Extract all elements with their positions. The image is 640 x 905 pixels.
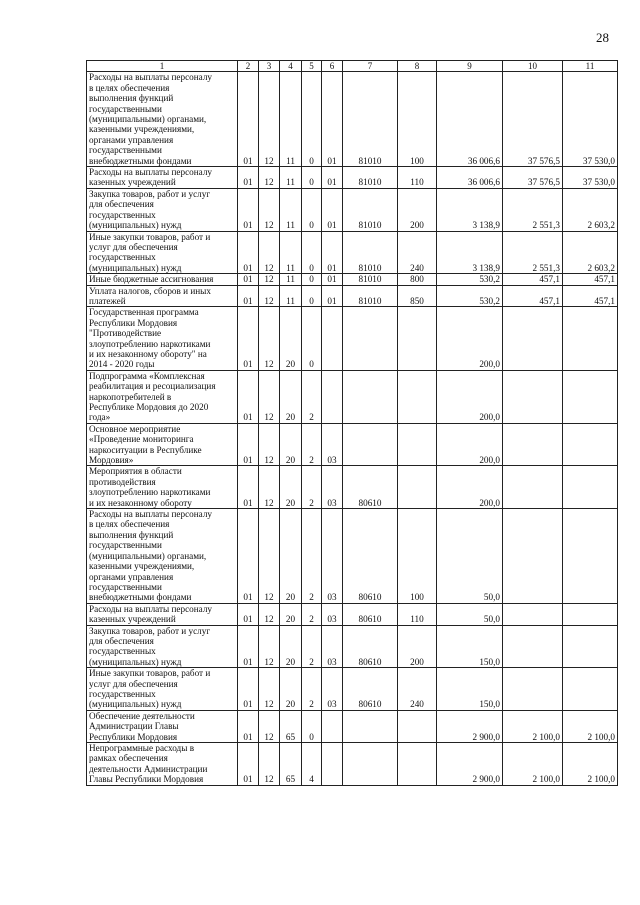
code-subprogram-cell: 2 bbox=[302, 370, 322, 423]
expense-name-cell bbox=[87, 231, 238, 274]
code-direction-cell bbox=[343, 743, 398, 786]
code-subprogram-cell: 2 bbox=[302, 668, 322, 711]
expense-name-cell bbox=[87, 743, 238, 786]
table-row bbox=[87, 285, 618, 307]
table-row bbox=[87, 370, 618, 423]
column-header: 1 bbox=[87, 61, 238, 72]
expense-name-line: противодействия bbox=[89, 476, 156, 487]
expense-name-cell bbox=[87, 423, 238, 466]
amount-year-2-cell bbox=[503, 370, 563, 423]
amount-year-3-cell: 37 530,0 bbox=[563, 72, 618, 167]
code-direction-cell: 80610 bbox=[343, 625, 398, 668]
expense-name-line: деятельности Администрации bbox=[89, 763, 208, 774]
code-measure-cell: 03 bbox=[322, 668, 343, 711]
code-expense-type-cell: 100 bbox=[398, 72, 437, 167]
table-row bbox=[87, 188, 618, 231]
code-measure-cell: 01 bbox=[322, 188, 343, 231]
expense-name-cell bbox=[87, 625, 238, 668]
code-measure-cell bbox=[322, 743, 343, 786]
expense-name-cell bbox=[87, 668, 238, 711]
code-program-cell: 20 bbox=[280, 509, 302, 604]
amount-year-1-cell: 200,0 bbox=[437, 466, 503, 509]
expense-name-line: рамках обеспечения bbox=[89, 753, 168, 764]
amount-year-3-cell bbox=[563, 307, 618, 370]
expense-name-line: Мордовия» bbox=[89, 455, 134, 466]
amount-year-3-cell bbox=[563, 509, 618, 604]
expense-name-line: органами управления bbox=[89, 134, 174, 145]
code-direction-cell: 81010 bbox=[343, 72, 398, 167]
code-subsection-cell: 12 bbox=[259, 466, 280, 509]
code-subsection-cell: 12 bbox=[259, 72, 280, 167]
code-expense-type-cell bbox=[398, 710, 437, 742]
code-section-cell: 01 bbox=[238, 231, 259, 274]
code-direction-cell bbox=[343, 710, 398, 742]
expense-name-line: государственными bbox=[89, 103, 162, 114]
expense-name-line: Мероприятия в области bbox=[89, 466, 182, 477]
code-subsection-cell: 12 bbox=[259, 307, 280, 370]
amount-year-2-cell: 2 100,0 bbox=[503, 743, 563, 786]
expense-name-line: государственных bbox=[89, 688, 156, 699]
code-measure-cell: 01 bbox=[322, 72, 343, 167]
table-row bbox=[87, 167, 618, 189]
code-direction-cell bbox=[343, 370, 398, 423]
amount-year-1-cell: 200,0 bbox=[437, 423, 503, 466]
amount-year-2-cell bbox=[503, 625, 563, 668]
amount-year-1-cell: 200,0 bbox=[437, 307, 503, 370]
amount-year-1-cell: 2 900,0 bbox=[437, 710, 503, 742]
column-header: 7 bbox=[343, 61, 398, 72]
table-row bbox=[87, 743, 618, 786]
expense-name-line: (муниципальных) нужд bbox=[89, 262, 182, 273]
expense-name-line: Республики Мордовия bbox=[89, 317, 178, 328]
expense-name-line: Непрограммные расходы в bbox=[89, 743, 195, 753]
code-subprogram-cell: 2 bbox=[302, 509, 322, 604]
expense-name-line: Иные закупки товаров, работ и bbox=[89, 668, 211, 679]
expense-name-line: Республики Мордовия bbox=[89, 731, 178, 742]
amount-year-2-cell: 457,1 bbox=[503, 274, 563, 285]
expense-name-cell bbox=[87, 370, 238, 423]
code-direction-cell: 81010 bbox=[343, 231, 398, 274]
expense-name-line: Главы Республики Мордовия bbox=[89, 774, 204, 785]
code-section-cell: 01 bbox=[238, 509, 259, 604]
code-program-cell: 20 bbox=[280, 466, 302, 509]
code-subprogram-cell: 0 bbox=[302, 231, 322, 274]
code-measure-cell: 01 bbox=[322, 285, 343, 307]
column-header: 10 bbox=[503, 61, 563, 72]
expense-name-line: услуг для обеспечения bbox=[89, 241, 178, 252]
expense-name-line: выполнения функций bbox=[89, 93, 174, 104]
amount-year-1-cell: 50,0 bbox=[437, 603, 503, 625]
code-direction-cell bbox=[343, 423, 398, 466]
code-expense-type-cell: 240 bbox=[398, 668, 437, 711]
column-header: 4 bbox=[280, 61, 302, 72]
table-row bbox=[87, 423, 618, 466]
expense-name-cell bbox=[87, 274, 238, 285]
code-section-cell: 01 bbox=[238, 625, 259, 668]
code-subsection-cell: 12 bbox=[259, 509, 280, 604]
table-row bbox=[87, 307, 618, 370]
expense-name-line: в целях обеспечения bbox=[89, 82, 170, 93]
code-subsection-cell: 12 bbox=[259, 743, 280, 786]
code-expense-type-cell bbox=[398, 307, 437, 370]
expense-name-line: Иные бюджетные ассигнования bbox=[89, 274, 214, 285]
code-section-cell: 01 bbox=[238, 668, 259, 711]
expense-name-line: «Проведение мониторинга bbox=[89, 434, 194, 445]
expense-name-line: Расходы на выплаты персоналу bbox=[89, 72, 213, 83]
expense-name-line: Администрации Главы bbox=[89, 721, 179, 732]
code-measure-cell: 03 bbox=[322, 509, 343, 604]
code-program-cell: 65 bbox=[280, 710, 302, 742]
amount-year-1-cell: 150,0 bbox=[437, 625, 503, 668]
amount-year-2-cell bbox=[503, 307, 563, 370]
expense-name-line: 2014 - 2020 годы bbox=[89, 359, 155, 370]
expense-name-line: Уплата налогов, сборов и иных bbox=[89, 285, 211, 296]
expense-name-line: наркоситуации в Республике bbox=[89, 444, 202, 455]
code-section-cell: 01 bbox=[238, 72, 259, 167]
code-subsection-cell: 12 bbox=[259, 668, 280, 711]
code-direction-cell: 81010 bbox=[343, 188, 398, 231]
expense-name-line: государственных bbox=[89, 646, 156, 657]
column-header: 11 bbox=[563, 61, 618, 72]
table-row bbox=[87, 509, 618, 604]
code-expense-type-cell bbox=[398, 466, 437, 509]
expense-name-line: (муниципальными) органами, bbox=[89, 550, 207, 561]
expense-name-line: (муниципальными) органами, bbox=[89, 114, 207, 125]
amount-year-3-cell: 2 100,0 bbox=[563, 710, 618, 742]
amount-year-3-cell: 457,1 bbox=[563, 285, 618, 307]
code-program-cell: 20 bbox=[280, 603, 302, 625]
column-header: 9 bbox=[437, 61, 503, 72]
expense-name-line: казенными учреждениями, bbox=[89, 124, 195, 135]
expense-name-line: казенными учреждениями, bbox=[89, 561, 195, 572]
amount-year-2-cell: 2 551,3 bbox=[503, 188, 563, 231]
code-subprogram-cell: 0 bbox=[302, 307, 322, 370]
amount-year-3-cell: 2 603,2 bbox=[563, 231, 618, 274]
amount-year-2-cell: 37 576,5 bbox=[503, 167, 563, 189]
code-subsection-cell: 12 bbox=[259, 423, 280, 466]
amount-year-1-cell: 3 138,9 bbox=[437, 188, 503, 231]
expense-name-line: Закупка товаров, работ и услуг bbox=[89, 188, 211, 199]
code-subprogram-cell: 2 bbox=[302, 466, 322, 509]
expense-name-cell bbox=[87, 285, 238, 307]
code-program-cell: 20 bbox=[280, 307, 302, 370]
code-subprogram-cell: 4 bbox=[302, 743, 322, 786]
code-section-cell: 01 bbox=[238, 370, 259, 423]
expense-name-line: казенных учреждений bbox=[89, 614, 176, 625]
table-row bbox=[87, 231, 618, 274]
code-subprogram-cell: 0 bbox=[302, 167, 322, 189]
code-section-cell: 01 bbox=[238, 423, 259, 466]
code-expense-type-cell: 200 bbox=[398, 188, 437, 231]
code-program-cell: 20 bbox=[280, 370, 302, 423]
expense-name-line: органами управления bbox=[89, 571, 174, 582]
code-subprogram-cell: 0 bbox=[302, 274, 322, 285]
amount-year-1-cell: 530,2 bbox=[437, 285, 503, 307]
budget-table bbox=[86, 60, 618, 786]
column-header: 3 bbox=[259, 61, 280, 72]
amount-year-1-cell: 36 006,6 bbox=[437, 72, 503, 167]
amount-year-1-cell: 530,2 bbox=[437, 274, 503, 285]
code-expense-type-cell: 850 bbox=[398, 285, 437, 307]
amount-year-1-cell: 150,0 bbox=[437, 668, 503, 711]
table-row bbox=[87, 274, 618, 285]
amount-year-2-cell: 2 551,3 bbox=[503, 231, 563, 274]
expense-name-line: Государственная программа bbox=[89, 307, 199, 318]
code-section-cell: 01 bbox=[238, 466, 259, 509]
expense-name-cell bbox=[87, 509, 238, 604]
expense-name-line: в целях обеспечения bbox=[89, 519, 170, 530]
code-subsection-cell: 12 bbox=[259, 710, 280, 742]
code-expense-type-cell: 240 bbox=[398, 231, 437, 274]
expense-name-line: Иные закупки товаров, работ и bbox=[89, 231, 211, 242]
amount-year-3-cell bbox=[563, 668, 618, 711]
expense-name-line: (муниципальных) нужд bbox=[89, 656, 182, 667]
amount-year-2-cell bbox=[503, 509, 563, 604]
code-subsection-cell: 12 bbox=[259, 625, 280, 668]
code-subprogram-cell: 0 bbox=[302, 285, 322, 307]
expense-name-line: и их незаконному обороту bbox=[89, 497, 192, 508]
code-section-cell: 01 bbox=[238, 285, 259, 307]
code-expense-type-cell bbox=[398, 423, 437, 466]
code-direction-cell: 80610 bbox=[343, 603, 398, 625]
amount-year-3-cell bbox=[563, 466, 618, 509]
amount-year-2-cell bbox=[503, 603, 563, 625]
expense-name-line: внебюджетными фондами bbox=[89, 592, 192, 603]
code-expense-type-cell: 800 bbox=[398, 274, 437, 285]
code-section-cell: 01 bbox=[238, 188, 259, 231]
code-program-cell: 20 bbox=[280, 625, 302, 668]
code-subprogram-cell: 2 bbox=[302, 603, 322, 625]
table-row bbox=[87, 710, 618, 742]
amount-year-2-cell bbox=[503, 668, 563, 711]
expense-name-line: Основное мероприятие bbox=[89, 423, 181, 434]
expense-name-cell bbox=[87, 466, 238, 509]
code-direction-cell: 81010 bbox=[343, 285, 398, 307]
expense-name-line: Республике Мордовия до 2020 bbox=[89, 402, 209, 412]
code-program-cell: 11 bbox=[280, 285, 302, 307]
code-expense-type-cell: 200 bbox=[398, 625, 437, 668]
table-row bbox=[87, 72, 618, 167]
code-expense-type-cell: 100 bbox=[398, 509, 437, 604]
code-measure-cell: 01 bbox=[322, 231, 343, 274]
code-subsection-cell: 12 bbox=[259, 370, 280, 423]
expense-name-cell bbox=[87, 188, 238, 231]
expense-name-line: Подпрограмма «Комплексная bbox=[89, 370, 205, 381]
code-subprogram-cell: 0 bbox=[302, 72, 322, 167]
amount-year-2-cell: 37 576,5 bbox=[503, 72, 563, 167]
code-expense-type-cell bbox=[398, 370, 437, 423]
table-row bbox=[87, 668, 618, 711]
code-measure-cell bbox=[322, 370, 343, 423]
code-measure-cell bbox=[322, 710, 343, 742]
amount-year-2-cell: 457,1 bbox=[503, 285, 563, 307]
column-header: 2 bbox=[238, 61, 259, 72]
code-section-cell: 01 bbox=[238, 710, 259, 742]
amount-year-1-cell: 2 900,0 bbox=[437, 743, 503, 786]
code-direction-cell: 81010 bbox=[343, 274, 398, 285]
expense-name-line: Расходы на выплаты персоналу bbox=[89, 603, 213, 614]
code-program-cell: 11 bbox=[280, 274, 302, 285]
code-direction-cell: 80610 bbox=[343, 509, 398, 604]
code-direction-cell bbox=[343, 307, 398, 370]
code-subsection-cell: 12 bbox=[259, 188, 280, 231]
expense-name-line: государственными bbox=[89, 145, 162, 156]
expense-name-line: (муниципальных) нужд bbox=[89, 699, 182, 710]
expense-name-line: государственными bbox=[89, 581, 162, 592]
code-subsection-cell: 12 bbox=[259, 603, 280, 625]
expense-name-line: злоупотреблению наркотиками bbox=[89, 487, 211, 498]
expense-name-line: "Противодействие bbox=[89, 328, 162, 339]
amount-year-1-cell: 50,0 bbox=[437, 509, 503, 604]
code-program-cell: 11 bbox=[280, 231, 302, 274]
code-expense-type-cell bbox=[398, 743, 437, 786]
expense-name-cell bbox=[87, 603, 238, 625]
table-body bbox=[87, 72, 618, 785]
code-program-cell: 11 bbox=[280, 72, 302, 167]
amount-year-3-cell: 37 530,0 bbox=[563, 167, 618, 189]
expense-name-line: Обеспечение деятельности bbox=[89, 710, 195, 721]
amount-year-3-cell: 2 603,2 bbox=[563, 188, 618, 231]
code-measure-cell: 03 bbox=[322, 466, 343, 509]
code-measure-cell bbox=[322, 307, 343, 370]
expense-name-line: внебюджетными фондами bbox=[89, 155, 192, 166]
expense-name-line: года» bbox=[89, 412, 111, 423]
header-row bbox=[87, 61, 618, 72]
expense-name-cell bbox=[87, 72, 238, 167]
amount-year-3-cell bbox=[563, 625, 618, 668]
amount-year-1-cell: 36 006,6 bbox=[437, 167, 503, 189]
column-header: 6 bbox=[322, 61, 343, 72]
table-row bbox=[87, 625, 618, 668]
code-program-cell: 20 bbox=[280, 423, 302, 466]
amount-year-3-cell: 2 100,0 bbox=[563, 743, 618, 786]
code-subsection-cell: 12 bbox=[259, 167, 280, 189]
table-row bbox=[87, 603, 618, 625]
expense-name-line: Закупка товаров, работ и услуг bbox=[89, 625, 211, 636]
amount-year-2-cell bbox=[503, 466, 563, 509]
code-subprogram-cell: 2 bbox=[302, 625, 322, 668]
amount-year-3-cell: 457,1 bbox=[563, 274, 618, 285]
code-program-cell: 11 bbox=[280, 188, 302, 231]
expense-name-line: выполнения функций bbox=[89, 529, 174, 540]
code-section-cell: 01 bbox=[238, 167, 259, 189]
expense-name-line: для обеспечения bbox=[89, 199, 154, 210]
expense-name-line: Расходы на выплаты персоналу bbox=[89, 509, 213, 520]
expense-name-line: наркопотребителей в bbox=[89, 391, 172, 402]
code-direction-cell: 81010 bbox=[343, 167, 398, 189]
code-program-cell: 20 bbox=[280, 668, 302, 711]
page-number: 28 bbox=[596, 30, 609, 45]
table-row bbox=[87, 466, 618, 509]
expense-name-line: услуг для обеспечения bbox=[89, 678, 178, 689]
code-program-cell: 65 bbox=[280, 743, 302, 786]
code-subprogram-cell: 0 bbox=[302, 710, 322, 742]
code-measure-cell: 01 bbox=[322, 167, 343, 189]
amount-year-1-cell: 200,0 bbox=[437, 370, 503, 423]
expense-name-line: казенных учреждений bbox=[89, 177, 176, 188]
code-measure-cell: 03 bbox=[322, 625, 343, 668]
amount-year-3-cell bbox=[563, 603, 618, 625]
code-measure-cell: 03 bbox=[322, 603, 343, 625]
expense-name-cell bbox=[87, 307, 238, 370]
column-header: 8 bbox=[398, 61, 437, 72]
code-subsection-cell: 12 bbox=[259, 231, 280, 274]
expense-name-line: реабилитация и ресоциализация bbox=[89, 381, 216, 392]
expense-name-line: государственных bbox=[89, 209, 156, 220]
code-subsection-cell: 12 bbox=[259, 285, 280, 307]
code-direction-cell: 80610 bbox=[343, 466, 398, 509]
expense-name-line: и их незаконному обороту" на bbox=[89, 348, 207, 359]
code-measure-cell: 01 bbox=[322, 274, 343, 285]
code-subprogram-cell: 2 bbox=[302, 423, 322, 466]
amount-year-2-cell bbox=[503, 423, 563, 466]
expense-name-line: Расходы на выплаты персоналу bbox=[89, 167, 213, 178]
code-section-cell: 01 bbox=[238, 603, 259, 625]
code-subprogram-cell: 0 bbox=[302, 188, 322, 231]
amount-year-3-cell bbox=[563, 370, 618, 423]
code-direction-cell: 80610 bbox=[343, 668, 398, 711]
expense-name-line: (муниципальных) нужд bbox=[89, 220, 182, 231]
expense-name-line: злоупотреблению наркотиками bbox=[89, 338, 211, 349]
amount-year-3-cell bbox=[563, 423, 618, 466]
expense-name-line: государственных bbox=[89, 252, 156, 263]
code-program-cell: 11 bbox=[280, 167, 302, 189]
column-header: 5 bbox=[302, 61, 322, 72]
code-expense-type-cell: 110 bbox=[398, 167, 437, 189]
code-section-cell: 01 bbox=[238, 743, 259, 786]
amount-year-1-cell: 3 138,9 bbox=[437, 231, 503, 274]
code-section-cell: 01 bbox=[238, 274, 259, 285]
amount-year-2-cell: 2 100,0 bbox=[503, 710, 563, 742]
expense-name-line: для обеспечения bbox=[89, 635, 154, 646]
expense-name-cell bbox=[87, 710, 238, 742]
code-section-cell: 01 bbox=[238, 307, 259, 370]
code-measure-cell: 03 bbox=[322, 423, 343, 466]
expense-name-line: платежей bbox=[89, 295, 126, 306]
code-subsection-cell: 12 bbox=[259, 274, 280, 285]
code-expense-type-cell: 110 bbox=[398, 603, 437, 625]
expense-name-line: государственными bbox=[89, 540, 162, 551]
expense-name-cell bbox=[87, 167, 238, 189]
